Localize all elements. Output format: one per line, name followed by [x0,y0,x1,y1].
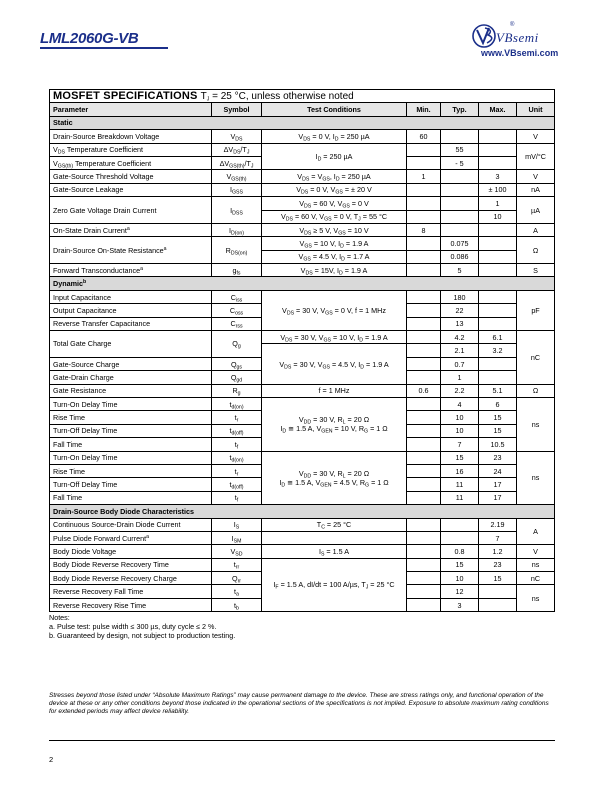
table-cell: Forward Transconductance$^a$ [50,264,212,277]
table-row [50,331,555,344]
table-cell: Input Capacitance [50,290,212,303]
table-cell: 15 [479,411,517,424]
table-row [50,170,555,183]
table-row [50,558,555,571]
section-dynamic [50,277,555,290]
table-cell: $T_C = 25$ °C [262,518,407,531]
table-cell: V [517,130,555,143]
table-cell [50,90,555,103]
table-cell: 11 [441,478,479,491]
table-cell: 55 [441,143,479,156]
table-cell [407,491,441,504]
table-cell: 1 [441,371,479,384]
table-cell [407,464,441,477]
table-cell: Rise Time [50,464,212,477]
table-row [50,384,555,397]
table-cell: 4.2 [441,331,479,344]
table-cell: $t_a$ [212,585,262,598]
table-cell: Reverse Recovery Rise Time [50,598,212,611]
table-row [50,290,555,303]
table-cell: $t_f$ [212,491,262,504]
table-cell: $I_{DSS}$ [212,197,262,224]
table-cell [479,585,517,598]
table-cell [407,317,441,330]
table-cell: $V_{DS} = 0$ V, $I_D = 250$ µA [262,130,407,143]
table-cell: 10 [441,411,479,424]
table-cell: $\Delta V_{GS(th)}/T_J$ [212,156,262,169]
table-cell: $V_{DS} = 30$ V, $V_{GS} = 4.5$ V, $I_D = 1.9$ A [262,344,407,384]
table-cell: 7 [441,438,479,451]
table-cell: Gate-Source Charge [50,357,212,370]
table-cell: 10.5 [479,438,517,451]
table-cell [407,290,441,303]
table-cell: 3.2 [479,344,517,357]
table-cell: µA [517,197,555,224]
table-row [50,451,555,464]
table-cell: $I_S = 1.5$ A [262,545,407,558]
table-cell: Turn-On Delay Time [50,451,212,464]
table-cell: $g_{fs}$ [212,264,262,277]
table-cell: Fall Time [50,491,212,504]
table-cell: 0.8 [441,545,479,558]
table-cell [441,170,479,183]
table-cell: Turn-On Delay Time [50,397,212,410]
table-cell: 180 [441,290,479,303]
table-cell [407,478,441,491]
table-cell: Gate-Drain Charge [50,371,212,384]
table-cell [407,518,441,531]
table-cell: $t_r$ [212,464,262,477]
table-cell: $Q_{rr}$ [212,572,262,585]
mosfet-spec-table [49,89,555,612]
table-cell: 23 [479,558,517,571]
table-cell: $V_{GS} = 4.5$ V, $I_D = 1.7$ A [262,250,407,263]
table-cell: $C_{oss}$ [212,304,262,317]
table-cell: $I_{SM}$ [212,531,262,544]
table-cell [479,357,517,370]
table-cell: $t_f$ [212,438,262,451]
table-cell: ns [517,558,555,571]
column-header-row [50,103,555,116]
table-cell: nC [517,572,555,585]
table-cell: $C_{rss}$ [212,317,262,330]
table-cell: Total Gate Charge [50,331,212,358]
table-cell: 15 [441,558,479,571]
table-cell: - 5 [441,156,479,169]
table-cell: pF [517,290,555,330]
table-cell: Reverse Transfer Capacitance [50,317,212,330]
table-cell: Zero Gate Voltage Drain Current [50,197,212,224]
table-cell: 22 [441,304,479,317]
col-header-parameter: Parameter [50,103,212,116]
table-cell: Body Diode Reverse Recovery Charge [50,572,212,585]
table-cell: $\Delta V_{DS}/T_J$ [212,143,262,156]
table-cell: 15 [479,572,517,585]
table-cell: $V_{DS} = 60$ V, $V_{GS} = 0$ V, $T_J = 55$ °C [262,210,407,223]
table-cell [479,317,517,330]
table-cell [407,558,441,571]
table-cell [479,598,517,611]
table-cell [479,223,517,236]
table-row [50,264,555,277]
table-cell: 17 [479,478,517,491]
table-cell: 24 [479,464,517,477]
table-cell: mV/°C [517,143,555,170]
table-cell: 10 [479,210,517,223]
website-link[interactable]: www.VBsemi.com [481,48,559,58]
table-cell [407,250,441,263]
table-cell: 8 [407,223,441,236]
table-cell: 3 [441,598,479,611]
logo-text: VBsemi [496,30,539,45]
table-cell: nC [517,331,555,385]
table-cell: Dynamic$^b$ [50,277,555,290]
table-cell [407,411,441,424]
table-title-condition: $T_J = 25$ °C, unless otherwise noted [200,90,354,103]
table-cell: Drain-Source Body Diode Characteristics [50,505,555,518]
table-cell: $V_{DS} = 30$ V, $V_{GS} = 10$ V, $I_D = 1.9$ A [262,331,407,344]
table-cell: A [517,518,555,545]
table-title-row [50,90,555,103]
table-cell: Reverse Recovery Fall Time [50,585,212,598]
table-cell [407,331,441,344]
table-cell: $I_S$ [212,518,262,531]
table-cell: 3 [479,170,517,183]
table-cell: 1 [479,197,517,210]
table-cell: Turn-Off Delay Time [50,424,212,437]
table-cell: $t_{d(off)}$ [212,478,262,491]
table-cell: 6.1 [479,331,517,344]
table-cell: $V_{DS} = 60$ V, $V_{GS} = 0$ V [262,197,407,210]
disclaimer: Stresses beyond those listed under “Absolute Maximum Ratings” may cause permanent damage to the device. These are stress ratings only, and functional operation of the device at these or any other conditions beyond those indicated in the operational sections of the specifications is not implied. Exposure to absolute maximum rating conditions for extended periods may affect device reliability. [49,692,549,716]
table-row [50,531,555,544]
table-cell [479,304,517,317]
table-cell [407,183,441,196]
table-cell: Static [50,116,555,129]
table-cell [479,290,517,303]
table-cell: Fall Time [50,438,212,451]
table-cell: $Q_{gs}$ [212,357,262,370]
table-cell: $V_{DS} = 0$ V, $V_{GS}$ = ± 20 V [262,183,407,196]
table-cell: S [517,264,555,277]
table-cell: Ω [517,384,555,397]
table-cell: A [517,223,555,236]
table-row [50,223,555,236]
table-row [50,183,555,196]
table-cell [441,197,479,210]
table-cell [407,572,441,585]
table-cell: $V_{GS(th)}$ Temperature Coefficient [50,156,212,169]
table-cell: 10 [441,572,479,585]
table-cell: 7 [479,531,517,544]
col-header-unit: Unit [517,103,555,116]
col-header-max: Max. [479,103,517,116]
table-cell: 13 [441,317,479,330]
table-cell [407,210,441,223]
table-cell: 0.086 [441,250,479,263]
table-cell [262,531,407,544]
table-cell: Rise Time [50,411,212,424]
table-cell [441,531,479,544]
table-cell [479,250,517,263]
table-cell: Drain-Source On-State Resistance$^a$ [50,237,212,264]
table-cell: $V_{GS(th)}$ [212,170,262,183]
table-cell [441,518,479,531]
notes [49,613,235,640]
table-cell: ± 100 [479,183,517,196]
table-cell [441,130,479,143]
notes-heading: Notes: [49,613,70,622]
table-cell: $R_g$ [212,384,262,397]
table-row [50,197,555,210]
table-cell: $Q_{gd}$ [212,371,262,384]
table-cell: 0.075 [441,237,479,250]
table-cell [407,143,441,156]
table-cell: 16 [441,464,479,477]
table-cell: $I_F = 1.5$ A, dI/dt = 100 A/µs, $T_J = 25$ °C [262,558,407,612]
table-cell: Output Capacitance [50,304,212,317]
table-cell [407,197,441,210]
table-cell: f = 1 MHz [262,384,407,397]
table-cell: On-State Drain Current$^a$ [50,223,212,236]
table-cell: Continuous Source-Drain Diode Current [50,518,212,531]
table-cell: 10 [441,424,479,437]
table-cell: $Q_g$ [212,331,262,358]
note-b: b. Guaranteed by design, not subject to production testing. [49,631,236,640]
table-cell: $t_b$ [212,598,262,611]
table-cell: Gate-Source Threshold Voltage [50,170,212,183]
table-cell: $V_{DS} \ge 5$ V, $V_{GS} = 10$ V [262,223,407,236]
table-cell: $V_{GS} = 10$ V, $I_D = 1.9$ A [262,237,407,250]
header-underline [40,47,168,49]
table-cell [407,264,441,277]
table-cell: ns [517,451,555,505]
table-cell: 1 [407,170,441,183]
table-title: MOSFET SPECIFICATIONS [53,89,198,102]
table-cell: 17 [479,491,517,504]
table-cell: Gate Resistance [50,384,212,397]
table-cell [407,545,441,558]
table-cell: Ω [517,237,555,264]
table-cell [407,371,441,384]
section-static [50,116,555,129]
table-cell: 5.1 [479,384,517,397]
col-header-conditions: Test Conditions [262,103,407,116]
table-cell: nA [517,183,555,196]
table-row [50,237,555,250]
table-cell: $t_{rr}$ [212,558,262,571]
table-cell: $V_{DS}$ Temperature Coefficient [50,143,212,156]
table-cell [407,451,441,464]
table-cell: Body Diode Reverse Recovery Time [50,558,212,571]
table-cell: $V_{DS} = 15V$, $I_D = 1.9$ A [262,264,407,277]
table-cell [407,598,441,611]
col-header-typ: Typ. [441,103,479,116]
section-body-diode [50,505,555,518]
table-cell: $t_{d(on)}$ [212,397,262,410]
table-cell [479,130,517,143]
table-cell: 15 [479,424,517,437]
table-cell: Pulse Diode Forward Current$^a$ [50,531,212,544]
table-cell: $V_{DD} = 30$ V, $R_L = 20$ Ω $I_D$ ≅ 1.5 A, $V_{GEN} = 10$ V, $R_G = 1$ Ω [262,397,407,451]
table-row [50,143,555,156]
table-row [50,545,555,558]
table-cell [407,304,441,317]
table-cell: $V_{DS} = V_{GS}$, $I_D = 250$ µA [262,170,407,183]
table-cell: 11 [441,491,479,504]
table-cell [479,156,517,169]
col-header-symbol: Symbol [212,103,262,116]
table-cell: $t_{d(off)}$ [212,424,262,437]
table-cell: 15 [441,451,479,464]
table-cell: 2.2 [441,384,479,397]
table-row [50,397,555,410]
logo-registered-mark: ® [510,22,515,28]
table-row [50,518,555,531]
col-header-min: Min. [407,103,441,116]
part-number: LML2060G-VB [40,30,139,47]
table-cell [479,371,517,384]
table-cell: 23 [479,451,517,464]
table-cell [441,183,479,196]
page-number: 2 [49,755,54,764]
table-cell [441,210,479,223]
table-cell [479,264,517,277]
table-cell: Body Diode Voltage [50,545,212,558]
table-cell [407,531,441,544]
table-cell: Gate-Source Leakage [50,183,212,196]
table-cell: $V_{DS} = 30$ V, $V_{GS} = 0$ V, f = 1 MHz [262,290,407,330]
table-cell: 2.1 [441,344,479,357]
table-cell: $V_{DS}$ [212,130,262,143]
table-cell [407,344,441,357]
table-cell [407,438,441,451]
table-cell: $V_{DD} = 30$ V, $R_L = 20$ Ω $I_D$ ≅ 1.5 A, $V_{GEN} = 4.5$ V, $R_G = 1$ Ω [262,451,407,505]
table-cell: V [517,170,555,183]
table-cell: 5 [441,264,479,277]
table-cell: 12 [441,585,479,598]
table-cell [407,237,441,250]
table-cell: 2.19 [479,518,517,531]
note-a: a. Pulse test: pulse width ≤ 300 µs, duty cycle ≤ 2 %. [49,622,217,631]
table-cell: Turn-Off Delay Time [50,478,212,491]
footer-divider [49,740,555,741]
table-cell: ns [517,585,555,612]
table-cell: V [517,545,555,558]
table-cell: 4 [441,397,479,410]
table-cell [407,357,441,370]
table-cell: $I_D = 250$ µA [262,143,407,170]
table-cell: 1.2 [479,545,517,558]
table-cell: 0.7 [441,357,479,370]
table-cell: $C_{iss}$ [212,290,262,303]
table-cell [479,143,517,156]
table-cell [441,223,479,236]
table-row [50,130,555,143]
table-cell [407,424,441,437]
table-cell [407,156,441,169]
table-cell: $V_{SD}$ [212,545,262,558]
table-cell: $t_{d(on)}$ [212,451,262,464]
table-cell: $I_{GSS}$ [212,183,262,196]
table-cell: $I_{D(on)}$ [212,223,262,236]
table-cell: $R_{DS(on)}$ [212,237,262,264]
table-cell: $t_r$ [212,411,262,424]
table-cell [407,397,441,410]
table-cell: 6 [479,397,517,410]
table-cell: 0.6 [407,384,441,397]
table-cell: ns [517,397,555,451]
table-cell: Drain-Source Breakdown Voltage [50,130,212,143]
table-cell [479,237,517,250]
table-cell [407,585,441,598]
table-cell: 60 [407,130,441,143]
